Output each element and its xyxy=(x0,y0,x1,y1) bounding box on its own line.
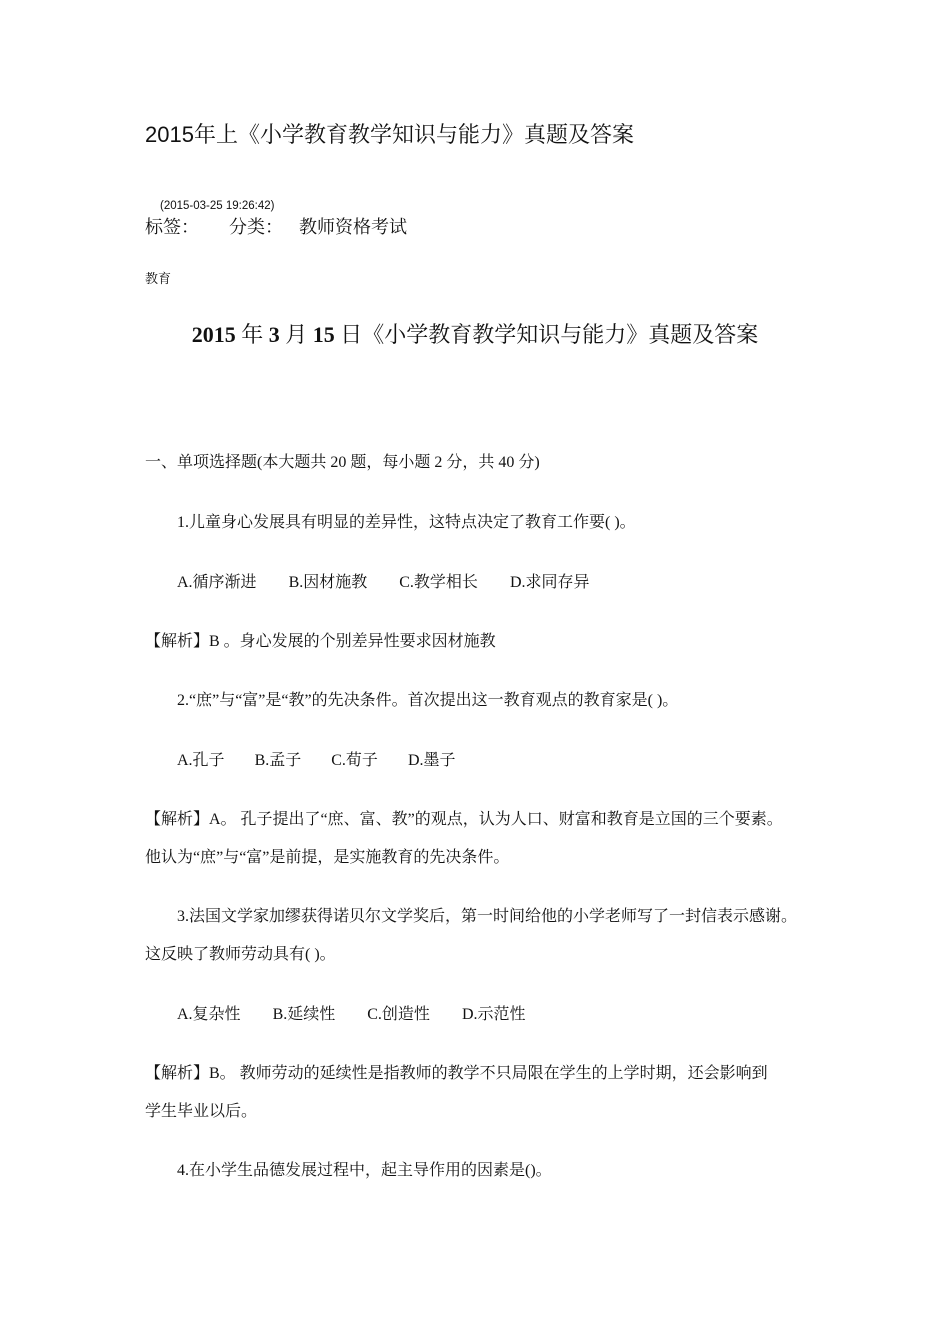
q3-option-a: A.复杂性 xyxy=(177,1006,241,1023)
question-2-analysis-line-1: 【解析】A。 孔子提出了“庶、富、教”的观点，认为人口、财富和教育是立国的三个要素。 xyxy=(145,811,783,828)
heading-year: 2015 xyxy=(191,322,236,347)
q2-option-d: D.墨子 xyxy=(407,752,456,769)
q1-option-b: B.因材施教 xyxy=(288,574,368,591)
question-2-stem: 2.“庶”与“富”是“教”的先决条件。首次提出这一教育观点的教育家是( )。 xyxy=(177,692,679,709)
q2-option-a: A.孔子 xyxy=(177,752,225,769)
question-1-stem: 1.儿童身心发展具有明显的差异性，这特点决定了教育工作要( )。 xyxy=(177,514,636,531)
q2-option-b: B.孟子 xyxy=(254,752,302,769)
q2-option-c: C.荀子 xyxy=(331,752,378,769)
q1-option-a: A.循序渐进 xyxy=(177,574,257,591)
heading-month-unit: 月 xyxy=(285,322,308,347)
question-3-stem-line-1: 3.法国文学家加缪获得诺贝尔文学奖后，第一时间给他的小学老师写了一封信表示感谢。 xyxy=(177,908,798,925)
category-label: 分类： xyxy=(229,217,283,237)
document-title: 2015年上《小学教育教学知识与能力》真题及答案 xyxy=(145,122,634,147)
category-link[interactable]: 教师资格考试 xyxy=(299,217,407,237)
heading-year-unit: 年 xyxy=(241,322,264,347)
heading-month: 3 xyxy=(268,322,280,347)
question-3-analysis-line-1: 【解析】B。 教师劳动的延续性是指教师的教学不只局限在学生的上学时期，还会影响到 xyxy=(145,1065,768,1082)
section-title: 一、单项选择题(本大题共 20 题，每小题 2 分，共 40 分) xyxy=(145,454,540,471)
q3-option-b: B.延续性 xyxy=(272,1006,336,1023)
post-timestamp: (2015-03-25 19:26:42) xyxy=(160,200,275,212)
tag-link[interactable]: 教育 xyxy=(145,271,172,286)
q3-option-c: C.创造性 xyxy=(367,1006,430,1023)
question-4-stem: 4.在小学生品德发展过程中，起主导作用的因素是()。 xyxy=(177,1162,552,1179)
heading-day: 15 xyxy=(312,322,335,347)
question-2-options xyxy=(177,751,486,771)
question-3-stem-line-2: 这反映了教师劳动具有( )。 xyxy=(145,946,336,963)
tags-label: 标签： xyxy=(145,217,199,237)
q1-option-d: D.求同存异 xyxy=(509,574,590,591)
heading-rest: 日《小学教育教学知识与能力》真题及答案 xyxy=(340,322,759,347)
question-3-options xyxy=(177,1005,558,1025)
question-1-analysis: 【解析】B 。身心发展的个别差异性要求因材施教 xyxy=(145,633,496,650)
question-3-analysis-line-2: 学生毕业以后。 xyxy=(145,1103,258,1120)
main-heading xyxy=(0,318,950,349)
meta-line xyxy=(145,213,407,239)
q3-option-d: D.示范性 xyxy=(461,1006,526,1023)
question-2-analysis-line-2: 他认为“庶”与“富”是前提，是实施教育的先决条件。 xyxy=(145,849,510,866)
q1-option-c: C.教学相长 xyxy=(399,574,478,591)
question-1-options xyxy=(177,573,622,593)
